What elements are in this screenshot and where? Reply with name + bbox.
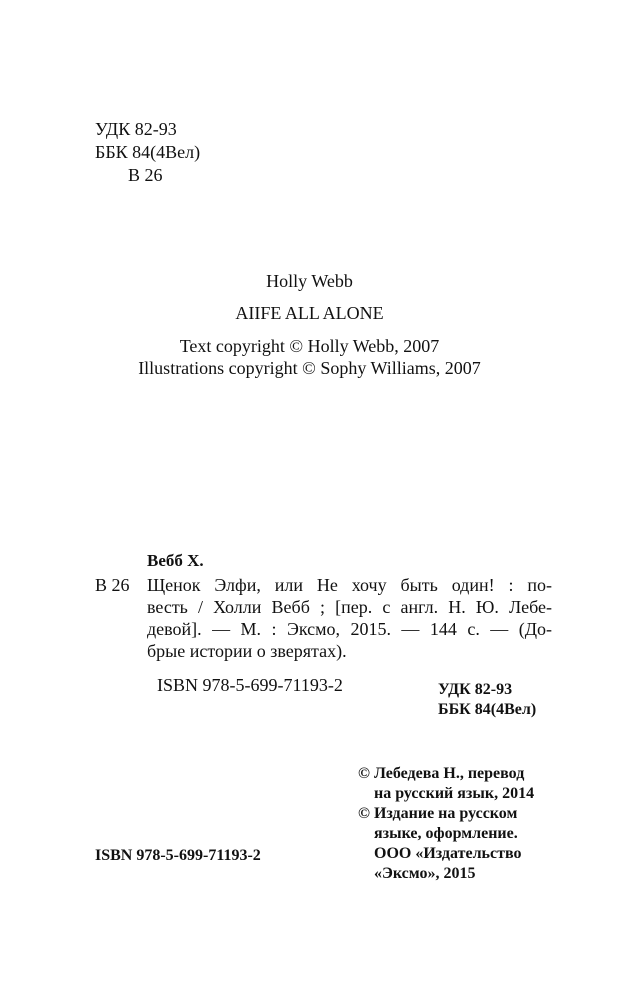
bib-line: брые истории о зверятах). <box>147 641 347 661</box>
illustrations-copyright: Illustrations copyright © Sophy Williams, 2007 <box>138 358 481 378</box>
copyright-line: «Эксмо», 2015 <box>374 865 476 882</box>
bibliographic-record <box>95 550 552 696</box>
udk-code: УДК 82-93 <box>95 119 177 139</box>
copyright-line: © Лебедева Н., перевод <box>358 765 525 782</box>
top-classification-codes <box>95 118 200 187</box>
copyright-block <box>358 764 534 884</box>
text-copyright: Text copyright © Holly Webb, 2007 <box>179 336 440 356</box>
original-author: Holly Webb <box>266 271 353 291</box>
bib-line: весть / Холли Вебб ; [пер. с англ. Н. Ю. Лебе- <box>147 597 552 617</box>
bib-line: девой]. — М. : Эксмо, 2015. — 144 с. — (До- <box>147 619 552 639</box>
bib-line: Щенок Элфи, или Не хочу быть один! : по- <box>147 575 552 595</box>
copyright-line: языке, оформление. <box>374 825 518 842</box>
udk-code-bold: УДК 82-93 <box>438 681 513 698</box>
author-mark: В 26 <box>128 165 163 185</box>
bib-isbn: ISBN 978-5-699-71193-2 <box>157 675 343 695</box>
bbk-code-bold: ББК 84(4Вел) <box>438 701 537 718</box>
isbn-bold: ISBN 978-5-699-71193-2 <box>95 847 261 864</box>
bib-heading: Вебб Х. <box>147 551 204 570</box>
bbk-code: ББК 84(4Вел) <box>95 142 201 162</box>
original-credits <box>0 270 619 379</box>
copyright-line: на русский язык, 2014 <box>374 785 535 802</box>
copyright-line: © Издание на русском <box>358 805 518 822</box>
bib-entry <box>95 574 552 662</box>
original-title: AIIFE ALL ALONE <box>235 303 384 323</box>
right-classification-codes <box>438 680 536 720</box>
bib-code: В 26 <box>95 575 130 595</box>
copyright-line: ООО «Издательство <box>374 845 522 862</box>
